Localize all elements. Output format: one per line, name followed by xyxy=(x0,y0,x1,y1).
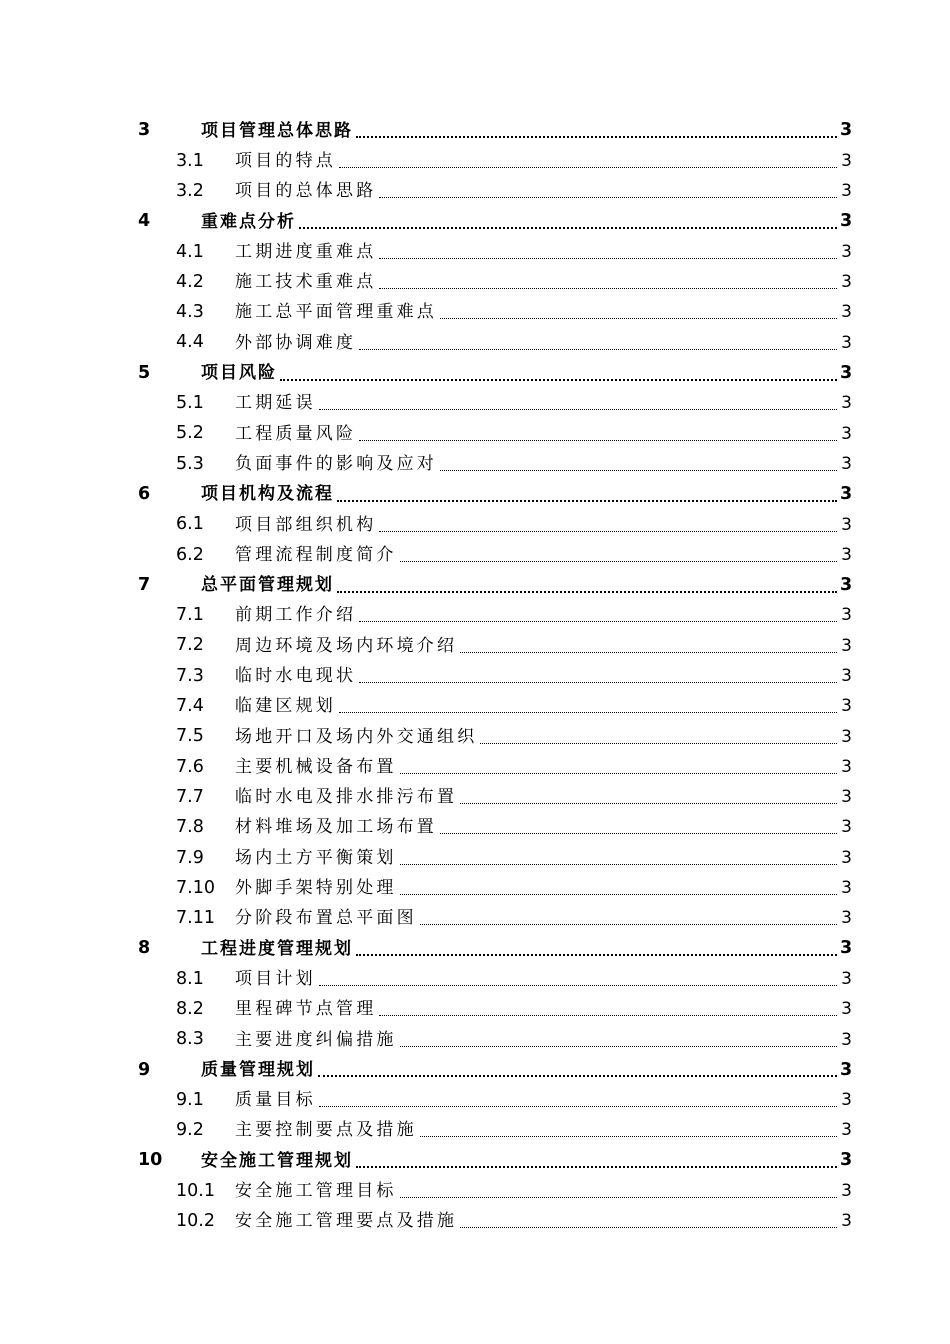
toc-entry-page-number: 3 xyxy=(841,514,852,535)
toc-chapter-entry[interactable] xyxy=(138,1146,852,1176)
toc-entry-number: 5.3 xyxy=(176,453,204,474)
toc-entry-title: 重难点分析 xyxy=(201,211,296,232)
toc-chapter-entry[interactable] xyxy=(138,358,852,388)
toc-section-entry[interactable] xyxy=(138,843,852,873)
toc-entry-number: 7.10 xyxy=(176,877,215,898)
toc-entry-title: 主要控制要点及措施 xyxy=(235,1120,417,1141)
toc-entry-page-number: 3 xyxy=(841,423,852,444)
toc-entry-page-number: 3 xyxy=(841,787,852,808)
toc-entry-page-number: 3 xyxy=(841,453,852,474)
toc-section-entry[interactable] xyxy=(138,873,852,903)
toc-section-entry[interactable] xyxy=(138,631,852,661)
toc-entry-page-number: 3 xyxy=(841,726,852,747)
toc-entry-page-number: 3 xyxy=(841,817,852,838)
toc-entry-number: 5 xyxy=(138,362,151,383)
toc-entry-page-number: 3 xyxy=(841,635,852,656)
toc-entry-page-number: 3 xyxy=(840,483,853,504)
toc-dot-leader xyxy=(420,1136,837,1137)
toc-entry-number: 7.9 xyxy=(176,847,204,868)
toc-entry-title: 分阶段布置总平面图 xyxy=(235,908,417,929)
toc-chapter-entry[interactable] xyxy=(138,116,852,146)
toc-dot-leader xyxy=(356,1166,837,1168)
toc-chapter-entry[interactable] xyxy=(138,480,852,510)
toc-entry-title: 项目计划 xyxy=(235,968,316,989)
toc-section-entry[interactable] xyxy=(138,389,852,419)
toc-dot-leader xyxy=(356,954,837,956)
toc-dot-leader xyxy=(337,500,837,502)
toc-section-entry[interactable] xyxy=(138,813,852,843)
toc-dot-leader xyxy=(440,470,837,471)
toc-entry-number: 4 xyxy=(138,211,151,232)
toc-entry-number: 10.2 xyxy=(176,1211,215,1232)
toc-entry-page-number: 3 xyxy=(841,908,852,929)
toc-section-entry[interactable] xyxy=(138,692,852,722)
toc-entry-title: 安全施工管理要点及措施 xyxy=(235,1211,458,1232)
toc-entry-title: 工期进度重难点 xyxy=(235,241,377,262)
toc-entry-title: 项目机构及流程 xyxy=(201,484,334,505)
toc-entry-title: 临时水电及排水排污布置 xyxy=(235,787,458,808)
toc-entry-number: 4.3 xyxy=(176,302,204,323)
toc-entry-title: 项目部组织机构 xyxy=(235,514,377,535)
toc-entry-number: 7 xyxy=(138,574,151,595)
toc-entry-title: 工程质量风险 xyxy=(235,423,357,444)
toc-entry-title: 主要进度纠偏措施 xyxy=(235,1029,397,1050)
toc-entry-number: 7.6 xyxy=(176,756,204,777)
toc-section-entry[interactable] xyxy=(138,237,852,267)
toc-entry-title: 外部协调难度 xyxy=(235,332,357,353)
toc-entry-number: 6 xyxy=(138,483,151,504)
toc-entry-page-number: 3 xyxy=(840,1150,853,1171)
toc-entry-title: 项目管理总体思路 xyxy=(201,120,353,141)
toc-entry-number: 4.4 xyxy=(176,332,204,353)
toc-section-entry[interactable] xyxy=(138,661,852,691)
toc-section-entry[interactable] xyxy=(138,783,852,813)
toc-entry-number: 8.1 xyxy=(176,968,204,989)
toc-dot-leader xyxy=(400,864,837,865)
toc-entry-number: 7.2 xyxy=(176,635,204,656)
toc-entry-page-number: 3 xyxy=(840,1059,853,1080)
toc-dot-leader xyxy=(400,773,837,774)
toc-dot-leader xyxy=(379,197,837,198)
toc-chapter-entry[interactable] xyxy=(138,934,852,964)
toc-section-entry[interactable] xyxy=(138,1207,852,1237)
toc-dot-leader xyxy=(379,1015,837,1016)
toc-entry-title: 工程进度管理规划 xyxy=(201,938,353,959)
toc-entry-page-number: 3 xyxy=(840,362,853,383)
toc-entry-page-number: 3 xyxy=(841,150,852,171)
toc-dot-leader xyxy=(359,682,837,683)
toc-dot-leader xyxy=(359,440,837,441)
toc-section-entry[interactable] xyxy=(138,1086,852,1116)
toc-entry-page-number: 3 xyxy=(841,1090,852,1111)
toc-entry-page-number: 3 xyxy=(840,574,853,595)
toc-dot-leader xyxy=(440,318,837,319)
toc-dot-leader xyxy=(319,1106,837,1107)
toc-section-entry[interactable] xyxy=(138,540,852,570)
toc-chapter-entry[interactable] xyxy=(138,1055,852,1085)
toc-entry-page-number: 3 xyxy=(841,847,852,868)
toc-entry-title: 安全施工管理规划 xyxy=(201,1150,353,1171)
toc-entry-page-number: 3 xyxy=(841,272,852,293)
toc-entry-page-number: 3 xyxy=(841,241,852,262)
toc-dot-leader xyxy=(379,288,837,289)
toc-entry-number: 7.3 xyxy=(176,665,204,686)
toc-entry-title: 临建区规划 xyxy=(235,696,336,717)
toc-entry-title: 施工总平面管理重难点 xyxy=(235,302,437,323)
toc-entry-page-number: 3 xyxy=(840,120,853,141)
toc-entry-number: 6.2 xyxy=(176,544,204,565)
toc-section-entry[interactable] xyxy=(138,995,852,1025)
toc-section-entry[interactable] xyxy=(138,1025,852,1055)
toc-dot-leader xyxy=(359,349,837,350)
toc-dot-leader xyxy=(460,803,837,804)
toc-entry-title: 工期延误 xyxy=(235,393,316,414)
toc-entry-number: 4.2 xyxy=(176,271,204,292)
toc-chapter-entry[interactable] xyxy=(138,570,852,600)
toc-entry-number: 8 xyxy=(138,938,151,959)
toc-entry-page-number: 3 xyxy=(841,1181,852,1202)
toc-entry-number: 3.2 xyxy=(176,180,204,201)
toc-entry-title: 负面事件的影响及应对 xyxy=(235,453,437,474)
toc-entry-number: 9 xyxy=(138,1059,151,1080)
toc-entry-number: 7.11 xyxy=(176,908,215,929)
toc-entry-title: 主要机械设备布置 xyxy=(235,756,397,777)
toc-entry-number: 5.1 xyxy=(176,393,204,414)
toc-entry-title: 临时水电现状 xyxy=(235,665,357,686)
toc-entry-title: 总平面管理规划 xyxy=(201,575,334,596)
toc-entry-page-number: 3 xyxy=(841,605,852,626)
toc-section-entry[interactable] xyxy=(138,449,852,479)
toc-entry-title: 质量目标 xyxy=(235,1090,316,1111)
toc-dot-leader xyxy=(460,652,837,653)
toc-entry-page-number: 3 xyxy=(841,665,852,686)
toc-entry-title: 材料堆场及加工场布置 xyxy=(235,817,437,838)
toc-section-entry[interactable] xyxy=(138,904,852,934)
toc-entry-number: 4.1 xyxy=(176,241,204,262)
toc-entry-page-number: 3 xyxy=(841,1120,852,1141)
toc-section-entry[interactable] xyxy=(138,419,852,449)
toc-entry-title: 项目风险 xyxy=(201,363,277,384)
toc-dot-leader xyxy=(379,531,837,532)
toc-section-entry[interactable] xyxy=(138,601,852,631)
toc-entry-title: 施工技术重难点 xyxy=(235,272,377,293)
toc-dot-leader xyxy=(400,1197,837,1198)
toc-dot-leader xyxy=(299,227,837,229)
toc-section-entry[interactable] xyxy=(138,1176,852,1206)
toc-dot-leader xyxy=(359,621,837,622)
toc-entry-page-number: 3 xyxy=(841,302,852,323)
toc-dot-leader xyxy=(400,1046,837,1047)
toc-dot-leader xyxy=(339,712,837,713)
toc-entry-title: 周边环境及场内环境介绍 xyxy=(235,635,458,656)
toc-entry-number: 7.5 xyxy=(176,726,204,747)
toc-entry-number: 8.2 xyxy=(176,999,204,1019)
toc-entry-number: 10.1 xyxy=(176,1180,215,1201)
toc-dot-leader xyxy=(339,167,837,168)
toc-dot-leader xyxy=(337,591,837,593)
toc-entry-page-number: 3 xyxy=(841,1029,852,1050)
toc-section-entry[interactable] xyxy=(138,146,852,176)
toc-entry-page-number: 3 xyxy=(841,181,852,202)
toc-dot-leader xyxy=(480,743,837,744)
toc-entry-page-number: 3 xyxy=(840,211,853,232)
toc-entry-number: 7.1 xyxy=(176,605,204,626)
toc-section-entry[interactable] xyxy=(138,1116,852,1146)
toc-entry-number: 10 xyxy=(138,1150,163,1171)
toc-dot-leader xyxy=(319,409,837,410)
toc-section-entry[interactable] xyxy=(138,267,852,297)
toc-entry-page-number: 3 xyxy=(841,696,852,717)
toc-entry-page-number: 3 xyxy=(841,968,852,989)
toc-dot-leader xyxy=(420,924,837,925)
toc-section-entry[interactable] xyxy=(138,752,852,782)
toc-dot-leader xyxy=(379,258,837,259)
toc-entry-title: 管理流程制度简介 xyxy=(235,544,397,565)
toc-entry-number: 9.1 xyxy=(176,1089,204,1110)
toc-section-entry[interactable] xyxy=(138,328,852,358)
toc-section-entry[interactable] xyxy=(138,510,852,540)
toc-entry-page-number: 3 xyxy=(841,756,852,777)
toc-entry-number: 6.1 xyxy=(176,514,204,535)
toc-entry-number: 8.3 xyxy=(176,1029,204,1050)
toc-section-entry[interactable] xyxy=(138,722,852,752)
toc-dot-leader xyxy=(356,136,837,138)
toc-entry-title: 里程碑节点管理 xyxy=(235,999,377,1020)
toc-entry-title: 外脚手架特别处理 xyxy=(235,878,397,899)
table-of-contents xyxy=(138,116,852,1237)
toc-entry-page-number: 3 xyxy=(841,544,852,565)
toc-entry-page-number: 3 xyxy=(840,938,853,959)
toc-entry-page-number: 3 xyxy=(841,878,852,899)
toc-chapter-entry[interactable] xyxy=(138,207,852,237)
toc-section-entry[interactable] xyxy=(138,964,852,994)
toc-dot-leader xyxy=(400,561,837,562)
toc-entry-title: 前期工作介绍 xyxy=(235,605,357,626)
toc-entry-page-number: 3 xyxy=(841,332,852,353)
toc-dot-leader xyxy=(400,894,837,895)
toc-section-entry[interactable] xyxy=(138,298,852,328)
toc-entry-number: 3.1 xyxy=(176,150,204,171)
toc-entry-page-number: 3 xyxy=(841,1211,852,1232)
toc-dot-leader xyxy=(318,1075,837,1077)
toc-entry-number: 3 xyxy=(138,120,151,141)
toc-entry-page-number: 3 xyxy=(841,393,852,414)
toc-entry-title: 场内土方平衡策划 xyxy=(235,847,397,868)
toc-section-entry[interactable] xyxy=(138,177,852,207)
toc-entry-title: 质量管理规划 xyxy=(201,1059,315,1080)
toc-dot-leader xyxy=(440,833,837,834)
toc-entry-title: 场地开口及场内外交通组织 xyxy=(235,726,478,747)
toc-entry-number: 7.8 xyxy=(176,817,204,838)
toc-entry-title: 安全施工管理目标 xyxy=(235,1181,397,1202)
toc-entry-page-number: 3 xyxy=(841,999,852,1020)
toc-entry-number: 9.2 xyxy=(176,1120,204,1141)
toc-entry-number: 7.4 xyxy=(176,696,204,717)
toc-entry-number: 5.2 xyxy=(176,423,204,444)
toc-entry-title: 项目的总体思路 xyxy=(235,181,377,202)
toc-dot-leader xyxy=(280,379,837,381)
toc-entry-number: 7.7 xyxy=(176,786,204,807)
toc-dot-leader xyxy=(460,1227,837,1228)
toc-entry-title: 项目的特点 xyxy=(235,150,336,171)
toc-dot-leader xyxy=(319,985,837,986)
